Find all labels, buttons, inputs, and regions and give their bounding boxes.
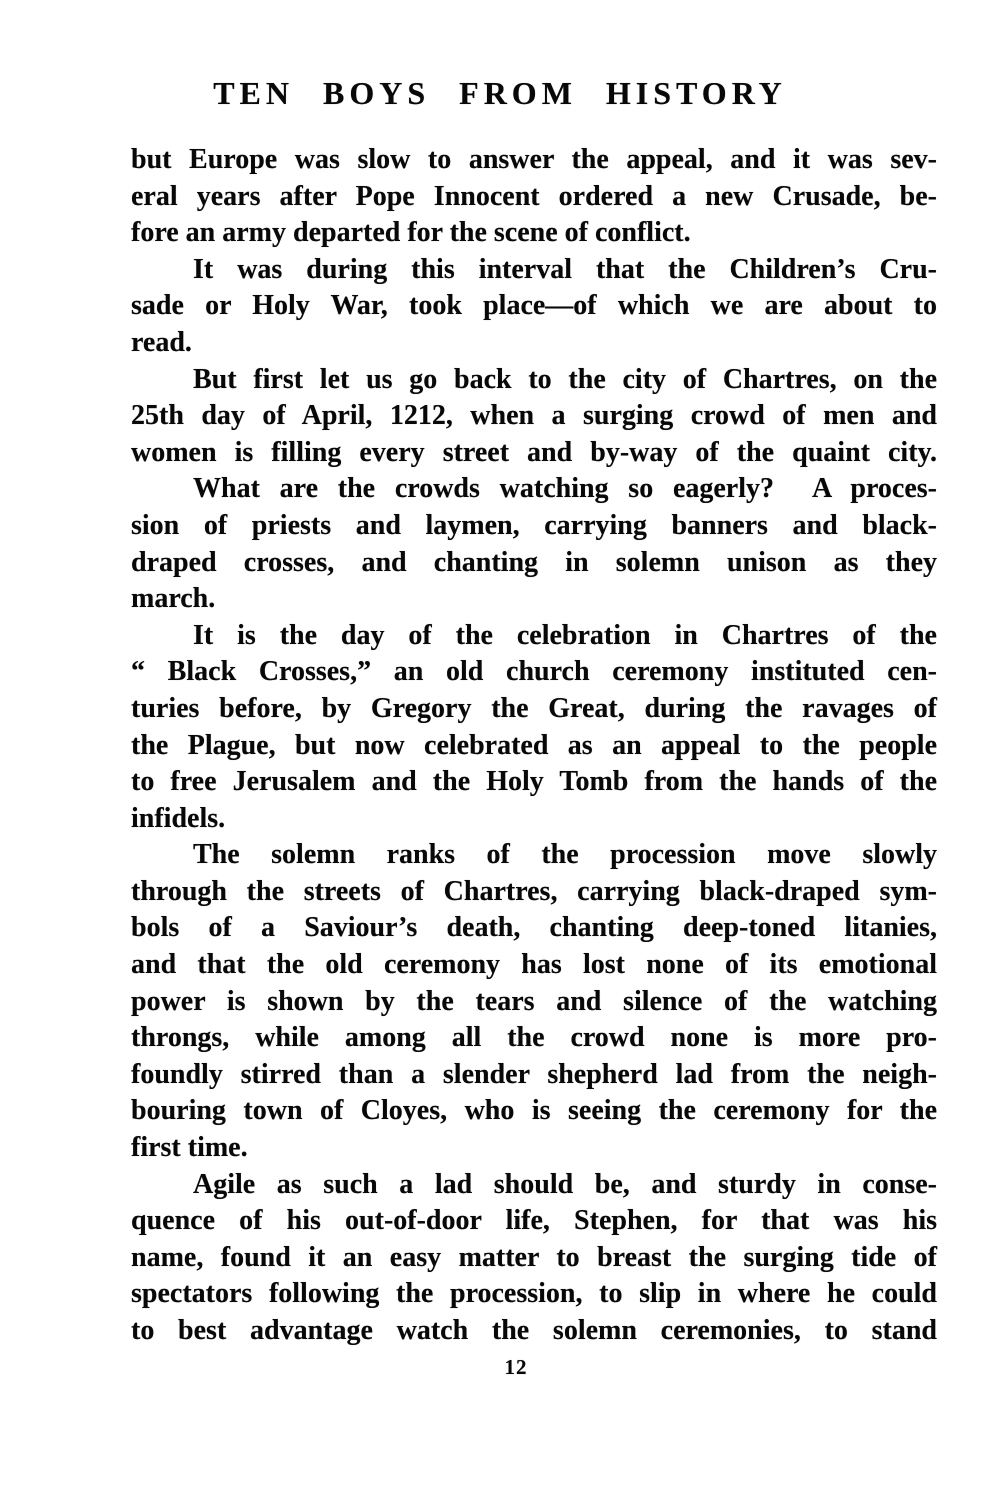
text-line: draped crosses, and chanting in solemn unison as they: [131, 546, 937, 578]
text-line: spectators following the procession, to slip in where he could: [131, 1278, 937, 1310]
text-line: to free Jerusalem and the Holy Tomb from the hands of the: [131, 766, 937, 798]
text-line: 25th day of April, 1212, when a surging crowd of men and: [131, 400, 937, 432]
text-line: But first let us go back to the city of Chartres, on the: [193, 363, 937, 395]
text-line: name, found it an easy matter to breast the surging tide of: [131, 1241, 937, 1273]
text-line: “ Black Crosses,” an old church ceremony instituted cen-: [131, 656, 937, 688]
paragraph: [131, 471, 937, 617]
text-line: It was during this interval that the Children’s Cru-: [193, 253, 937, 285]
text-line: infidels.: [131, 802, 226, 834]
text-line: women is filling every street and by-way of the quaint city.: [131, 436, 937, 468]
text-line: first time.: [131, 1132, 248, 1164]
text-line: Agile as such a lad should be, and sturdy in conse-: [193, 1168, 937, 1200]
text-line: quence of his out-of-door life, Stephen, for that was his: [131, 1205, 937, 1237]
text-line: sade or Holy War, took place—of which we are about to: [131, 290, 937, 322]
paragraph: [131, 252, 937, 362]
page-title: TEN BOYS FROM HISTORY: [213, 75, 787, 111]
text-line: It is the day of the celebration in Chartres of the: [193, 619, 937, 651]
text-line: sion of priests and laymen, carrying banners and black-: [131, 509, 937, 541]
paragraph: [131, 142, 937, 252]
text-line: and that the old ceremony has lost none of its emotional: [131, 949, 937, 981]
text-line: through the streets of Chartres, carrying black-draped sym-: [131, 875, 937, 907]
text-line: power is shown by the tears and silence of the watching: [131, 985, 937, 1017]
text-line: eral years after Pope Innocent ordered a new Crusade, be-: [131, 180, 937, 212]
paragraph: [131, 618, 937, 838]
body-text: [131, 142, 937, 1350]
text-line: read.: [131, 326, 192, 358]
page-number: 12: [504, 1355, 528, 1379]
paragraph: [131, 1167, 937, 1350]
text-line: but Europe was slow to answer the appeal, and it was sev-: [131, 144, 937, 175]
paragraph: [131, 362, 937, 472]
text-line: bols of a Saviour’s death, chanting deep-toned litanies,: [131, 912, 937, 944]
text-line: fore an army departed for the scene of conflict.: [131, 217, 691, 249]
text-line: bouring town of Cloyes, who is seeing the ceremony for the: [131, 1095, 937, 1127]
text-line: foundly stirred than a slender shepherd lad from the neigh-: [131, 1058, 937, 1090]
text-line: to best advantage watch the solemn ceremonies, to stand: [131, 1315, 937, 1346]
paragraph: [131, 837, 937, 1166]
text-line: turies before, by Gregory the Great, during the ravages of: [131, 692, 937, 724]
text-line: What are the crowds watching so eagerly? A proces-: [193, 473, 937, 505]
text-line: the Plague, but now celebrated as an appeal to the people: [131, 729, 937, 761]
text-line: march.: [131, 583, 216, 615]
text-line: throngs, while among all the crowd none is more pro-: [131, 1022, 937, 1054]
text-line: The solemn ranks of the procession move slowly: [193, 839, 937, 871]
